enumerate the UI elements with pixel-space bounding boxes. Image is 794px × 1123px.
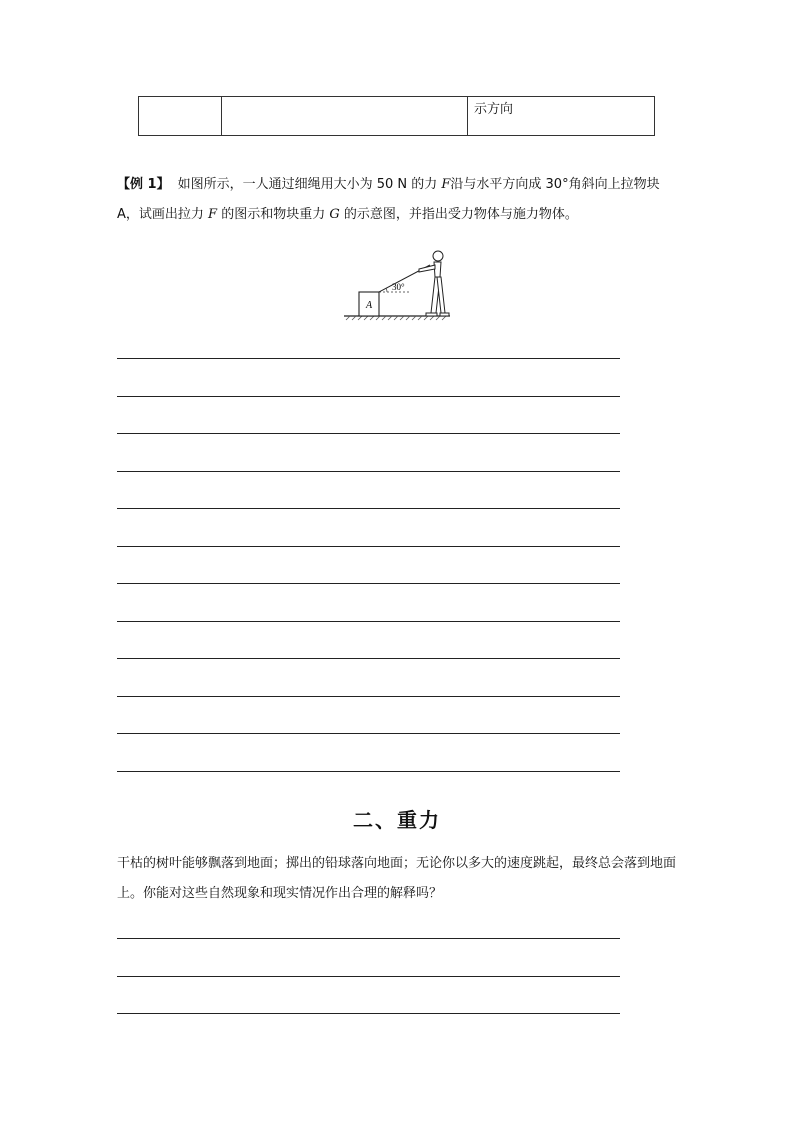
answer-line-2[interactable] (117, 396, 620, 397)
example-label: 【例 1】 (117, 177, 170, 192)
table-cell-1 (139, 97, 222, 136)
summary-table-fragment (138, 96, 655, 136)
angle-label: 30° (392, 282, 405, 292)
var-f: F (441, 177, 451, 192)
answer-line-9[interactable] (117, 658, 620, 659)
block-label: A (366, 300, 373, 311)
answer-line-5[interactable] (117, 508, 620, 509)
answer-line-7[interactable] (117, 583, 620, 584)
person-torso (434, 262, 441, 277)
person-foot-back (440, 313, 449, 316)
example-seg2: 沿与水平方向成 30°角斜向上拉物块 A，试画出拉力 (117, 177, 660, 222)
answer-line-4[interactable] (117, 471, 620, 472)
person-figure (419, 251, 449, 316)
example-seg4: 的示意图，并指出受力物体与施力物体。 (339, 207, 578, 222)
example-seg1: 如图所示，一人通过细绳用大小为 50 N 的力 (177, 177, 442, 192)
var-g: G (329, 207, 340, 222)
answer-line-14[interactable] (117, 976, 620, 977)
table-cell-2 (222, 97, 468, 136)
example-seg3: 的图示和物块重力 (217, 207, 330, 222)
person-foot (426, 313, 437, 316)
gravity-intro-paragraph: 干枯的树叶能够飘落到地面；掷出的铅球落向地面；无论你以多大的速度跳起，最终总会落到地面上。你能对这些自然现象和现实情况作出合理的解释吗？ (117, 856, 677, 901)
person-head (433, 251, 443, 261)
table-row (139, 97, 655, 136)
answer-line-12[interactable] (117, 771, 620, 772)
angle-arc (386, 288, 387, 292)
answer-line-10[interactable] (117, 696, 620, 697)
table-cell-3: 示方向 (468, 97, 655, 136)
answer-line-8[interactable] (117, 621, 620, 622)
answer-line-3[interactable] (117, 433, 620, 434)
pulling-block-figure (340, 245, 455, 325)
answer-line-15[interactable] (117, 1013, 620, 1014)
answer-line-13[interactable] (117, 938, 620, 939)
answer-line-6[interactable] (117, 546, 620, 547)
section-heading: 二、重力 (353, 808, 441, 832)
answer-line-1[interactable] (117, 358, 620, 359)
ground-hatch (346, 316, 446, 320)
var-f2: F (208, 207, 218, 222)
answer-line-11[interactable] (117, 733, 620, 734)
example-1-text (117, 170, 682, 230)
